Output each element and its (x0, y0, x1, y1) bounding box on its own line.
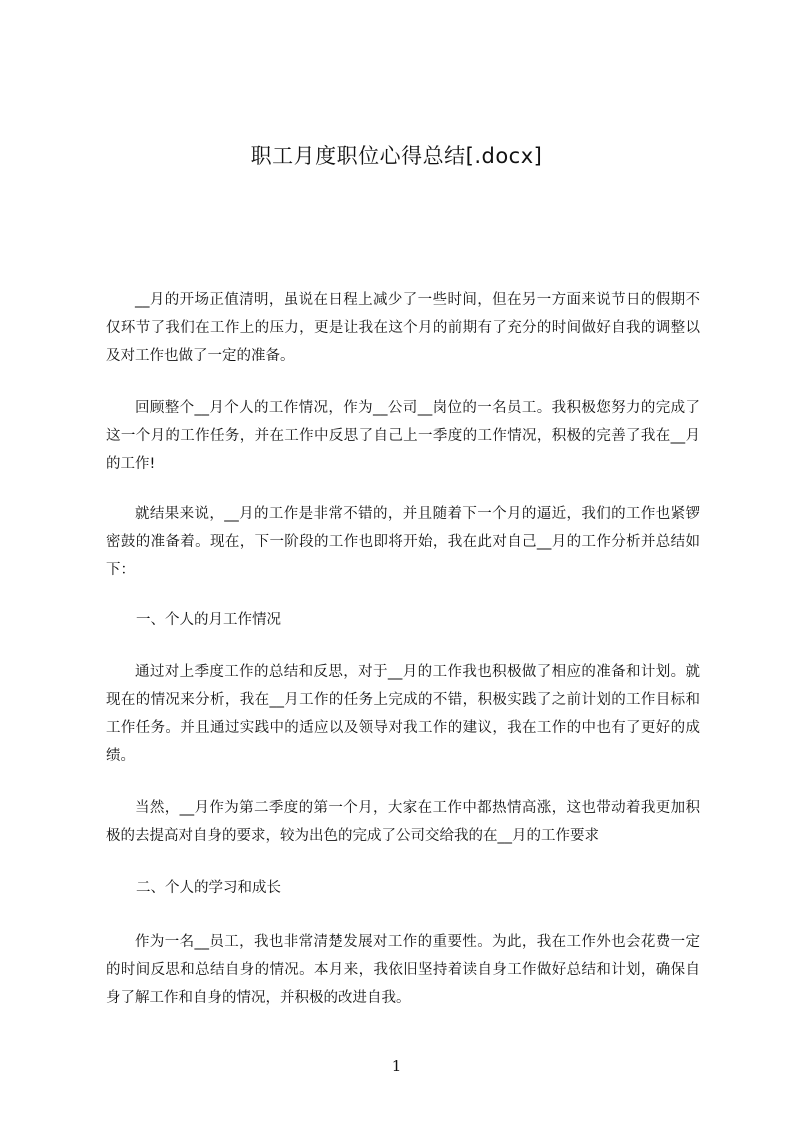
paragraph-6: 作为一名__员工，我也非常清楚发展对工作的重要性。为此，我在工作外也会花费一定的时间反思和总结自身的情况。本月来，我依旧坚持着读自身工作做好总结和计划，确保自身了解工作和自身的情况，并积极的改进自我。 (106, 934, 700, 1006)
paragraph-1: __月的开场正值清明，虽说在日程上减少了一些时间，但在另一方面来说节日的假期不仅环节了我们在工作上的压力，更是让我在这个月的前期有了充分的时间做好自我的调整以及对工作也做了一定的准备。 (106, 292, 700, 364)
section-heading-1: 一、个人的月工作情况 (136, 612, 281, 628)
paragraph-2: 回顾整个__月个人的工作情况，作为__公司__岗位的一名员工。我积极您努力的完成了这一个月的工作任务，并在工作中反思了自己上一季度的工作情况，积极的完善了我在__月的工作! (106, 400, 700, 472)
section-heading-2: 二、个人的学习和成长 (136, 880, 281, 896)
paragraph-3: 就结果来说，__月的工作是非常不错的，并且随着下一个月的逼近，我们的工作也紧锣密鼓的准备着。现在，下一阶段的工作也即将开始，我在此对自己__月的工作分析并总结如下： (106, 506, 700, 578)
page-number: 1 (391, 1057, 402, 1075)
paragraph-5: 当然，__月作为第二季度的第一个月，大家在工作中都热情高涨，这也带动着我更加积极的去提高对自身的要求，较为出色的完成了公司交给我的在__月的工作要求 (106, 800, 700, 844)
document-title: 职工月度职位心得总结[.docx] (250, 144, 543, 168)
paragraph-4: 通过对上季度工作的总结和反思，对于__月的工作我也积极做了相应的准备和计划。就现在的情况来分析，我在__月工作的任务上完成的不错，积极实践了之前计划的工作目标和工作任务。并且通过实践中的适应以及领导对我工作的建议，我在工作的中也有了更好的成绩。 (106, 664, 700, 764)
